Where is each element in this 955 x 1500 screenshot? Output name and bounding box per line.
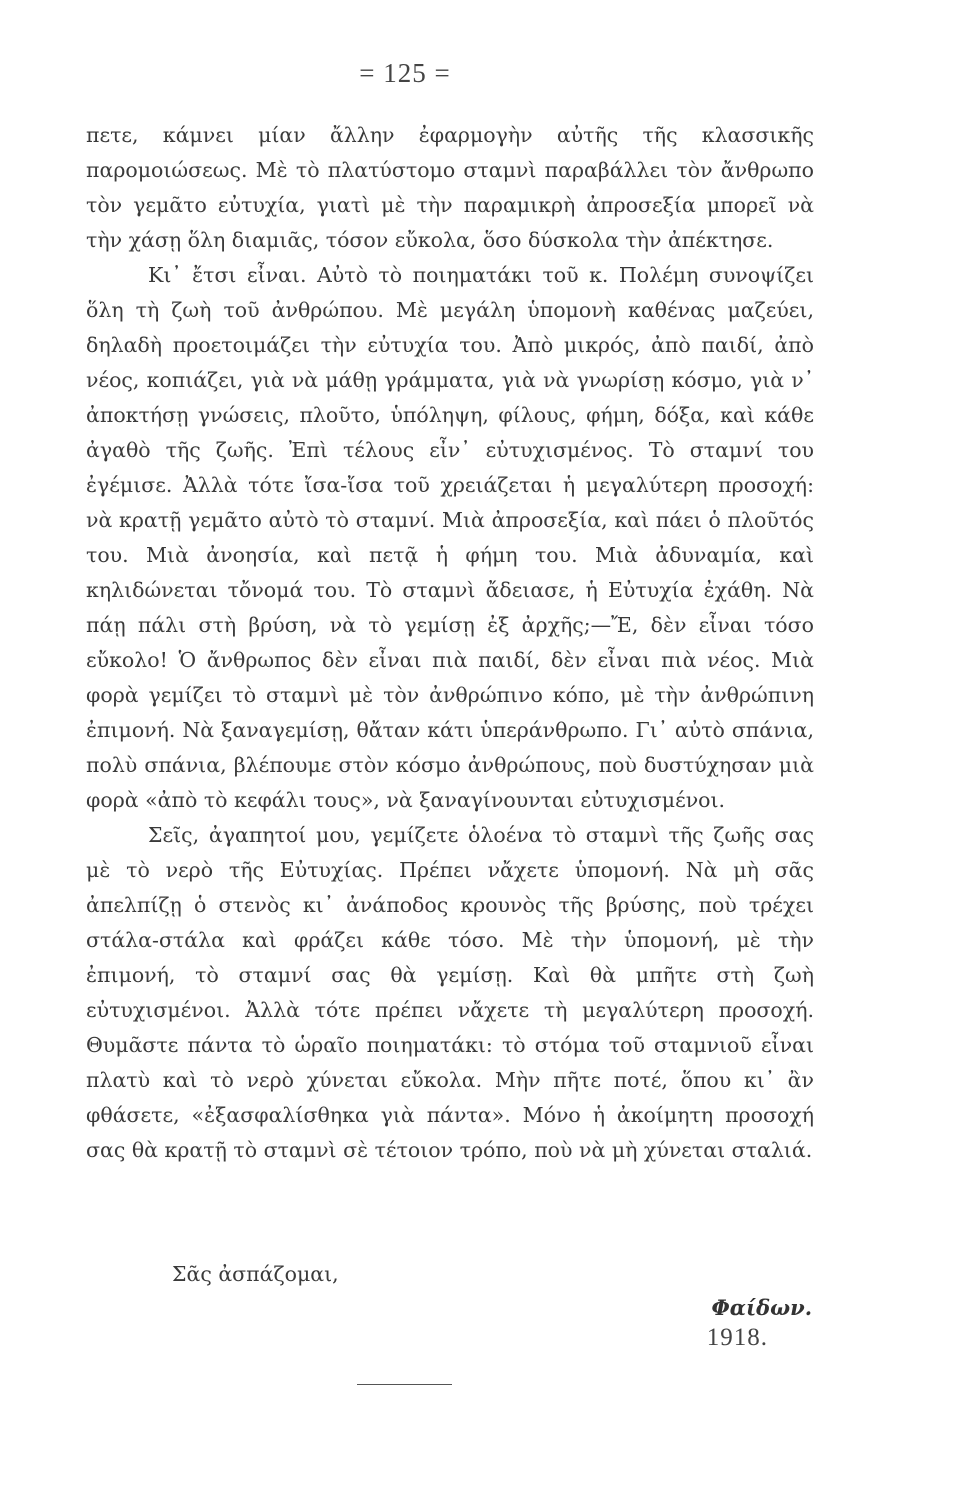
paragraph: Σεῖς, ἀγαπητοί μου, γεμίζετε ὁλοένα τὸ σταμνὶ τῆς ζωῆς σας μὲ τὸ νερὸ τῆς Εὐτυχίας. Πρέπει νἄχετε ὑπομονή. Νὰ μὴ σᾶς ἀπελπίζῃ ὁ στενὸς κι᾽ ἀνάποδος κρουνὸς τῆς βρύσης, ποὺ τρέχει στάλα-στάλα καὶ φράζει κάθε τόσο. Μὲ τὴν ὑπομονή, μὲ τὴν ἐπιμονή, τὸ σταμνί σας θὰ γεμίσῃ. Καὶ θὰ μπῆτε στὴ ζωὴ εὐτυχισμένοι. Ἀλλὰ τότε πρέπει νἄχετε τὴ μεγαλύτερη προσοχή. Θυμᾶστε πάντα τὸ ὡραῖο ποιηματάκι: τὸ στόμα τοῦ σταμνιοῦ εἶναι πλατὺ καὶ τὸ νερὸ χύνεται εὔκολα. Μὴν πῆτε ποτέ, ὅπου κι᾽ ἂν φθάσετε, «ἐξασφαλίσθηκα γιὰ πάντα». Μόνο ἡ ἀκοίμητη προσοχή σας θὰ κρατῇ τὸ σταμνὶ σὲ τέτοιον τρόπο, ποὺ νὰ μὴ χύνεται σταλιά. [86, 823, 814, 1162]
salutation: Σᾶς ἀσπάζομαι, [172, 1262, 339, 1286]
page-number: = 125 = [359, 58, 451, 88]
paragraph: πετε, κάμνει μίαν ἄλλην ἐφαρμογὴν αὐτῆς τῆς κλασσικῆς παρομοιώσεως. Μὲ τὸ πλατύστομο σταμνὶ παραβάλλει τὸν ἄνθρωπο τὸν γεμᾶτο εὐτυχία, γιατὶ μὲ τὴν παραμικρὴ ἀπροσεξία μπορεῖ νὰ τὴν χάσῃ ὅλη διαμιᾶς, τόσον εὔκολα, ὅσο δύσκολα τὴν ἀπέκτησε. [86, 123, 814, 252]
signature: Φαίδων. [711, 1295, 812, 1320]
body-text [86, 118, 814, 1168]
divider-rule [357, 1384, 452, 1385]
paragraph: Κι᾽ ἔτσι εἶναι. Αὐτὸ τὸ ποιηματάκι τοῦ κ. Πολέμη συνοψίζει ὅλη τὴ ζωὴ τοῦ ἀνθρώπου. Μὲ μεγάλη ὑπομονὴ καθένας μαζεύει, δηλαδὴ προετοιμάζει τὴν εὐτυχία του. Ἀπὸ μικρός, ἀπὸ παιδί, ἀπὸ νέος, κοπιάζει, γιὰ νὰ μάθῃ γράμματα, γιὰ νὰ γνωρίσῃ κόσμο, γιὰ ν᾽ ἀποκτήσῃ γνώσεις, πλοῦτο, ὑπόληψη, φίλους, φήμη, δόξα, καὶ κάθε ἀγαθὸ τῆς ζωῆς. Ἐπὶ τέλους εἶν᾽ εὐτυχισμένος. Τὸ σταμνί του ἐγέμισε. Ἀλλὰ τότε ἴσα-ἴσα τοῦ χρειάζεται ἡ μεγαλύτερη προσοχή: νὰ κρατῇ γεμᾶτο αὐτὸ τὸ σταμνί. Μιὰ ἀπροσεξία, καὶ πάει ὁ πλοῦτός του. Μιὰ ἀνοησία, καὶ πετᾷ ἡ φήμη του. Μιὰ ἀδυναμία, καὶ κηλιδώνεται τὄνομά του. Τὸ σταμνὶ ἄδειασε, ἡ Εὐτυχία ἐχάθη. Νὰ πάῃ πάλι στὴ βρύση, νὰ τὸ γεμίσῃ ἐξ ἀρχῆς;—Ἔ, δὲν εἶναι τόσο εὔκολο! Ὁ ἄνθρωπος δὲν εἶναι πιὰ παιδί, δὲν εἶναι πιὰ νέος. Μιὰ φορὰ γεμίζει τὸ σταμνὶ μὲ τὸν ἀνθρώπινο κόπο, μὲ τὴν ἀνθρώπινη ἐπιμονή. Νὰ ξαναγεμίσῃ, θἄταν κάτι ὑπεράνθρωπο. Γι᾽ αὐτὸ σπάνια, πολὺ σπάνια, βλέπουμε στὸν κόσμο ἀνθρώπους, ποὺ δυστύχησαν μιὰ φορὰ «ἀπὸ τὸ κεφάλι τους», νὰ ξαναγίνουνται εὐτυχισμένοι. [86, 263, 814, 812]
year: 1918. [706, 1324, 768, 1351]
